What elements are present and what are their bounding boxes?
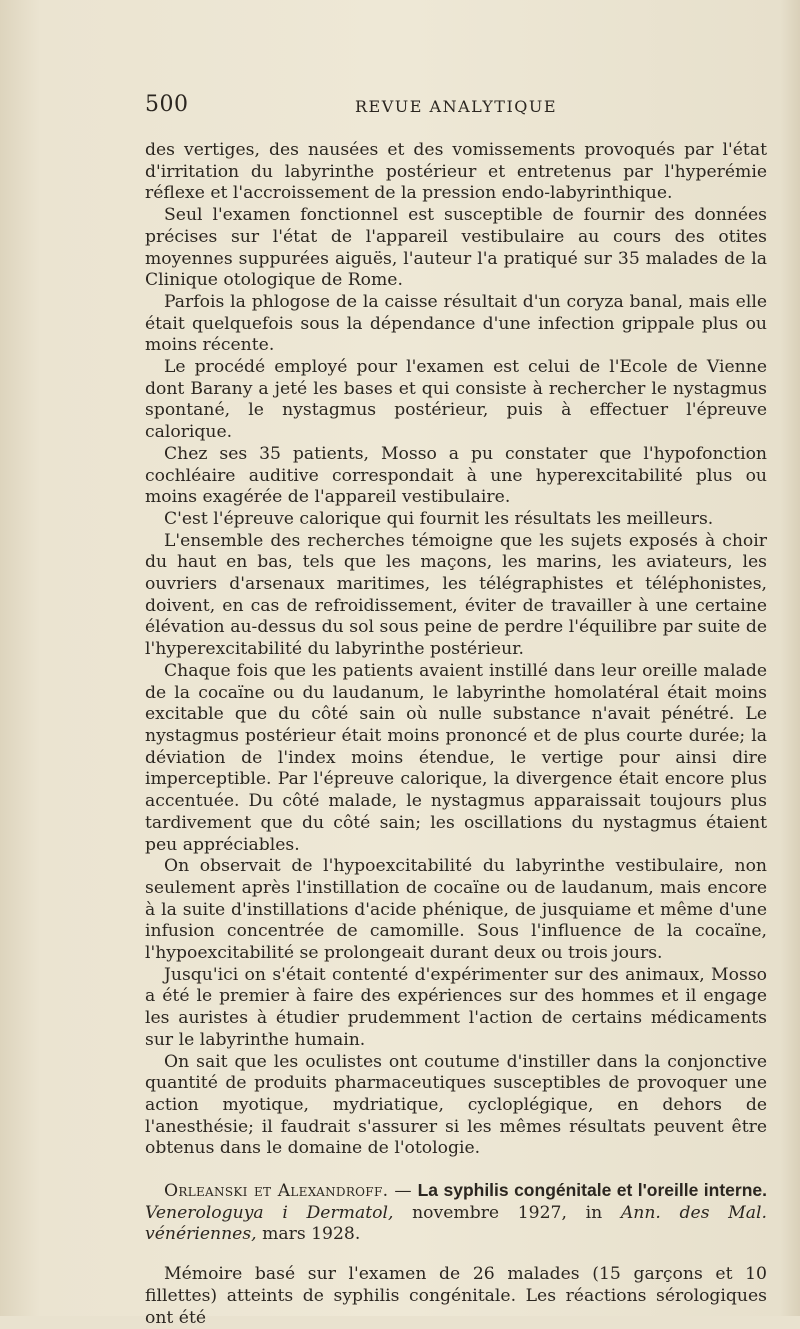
page-header: [145, 92, 765, 122]
reference-source: Ann. des Mal. vénériennes,: [145, 1202, 767, 1245]
paragraph: Mémoire basé sur l'examen de 26 malades (15 garçons et 10 fillettes) atteints de syphilis congénitale. Les réactions sérologiques ont été: [145, 1264, 767, 1328]
paragraph: C'est l'épreuve calorique qui fournit les résultats les meilleurs.: [164, 508, 714, 529]
reference-journal: Venerologuya i Dermatol,: [145, 1202, 394, 1223]
page-number: 500: [145, 92, 189, 117]
paragraph: On sait que les oculistes ont coutume d'instiller dans la conjonctive quantité de produits pharmaceutiques susceptibles de provoquer une action myotique, mydriatique, cycloplégique, en dehors de l'anesthésie; il faudrait s'assurer si les mêmes résultats peuvent être obtenus dans le domaine de l'otologie.: [145, 1051, 767, 1159]
paragraph: Chez ses 35 patients, Mosso a pu constater que l'hypofonction cochléaire auditive correspondait à une hyperexcitabilité plus ou moins exagérée de l'appareil vestibulaire.: [145, 443, 767, 508]
paragraph: Chaque fois que les patients avaient instillé dans leur oreille malade de la cocaïne ou du laudanum, le labyrinthe homolatéral était moins excitable que du côté sain où nulle substance n'avait pénétré. Le nystagmus postérieur était moins prononcé et de plus courte durée; la déviation de l'index moins étendue, le vertige pour ainsi dire imperceptible. Par l'épreuve calorique, la divergence était encore plus accentuée. Du côté malade, le nystagmus apparaissait toujours plus tardivement que du côté sain; les oscillations du nystagmus étaient peu appréciables.: [145, 660, 767, 855]
reference-authors: Orleanski et Alexandroff.: [164, 1181, 389, 1202]
bibliographic-reference: [145, 1180, 767, 1246]
reference-dash: —: [388, 1181, 412, 1202]
paragraph: Seul l'examen fonctionnel est susceptible de fournir des données précises sur l'état de l'appareil vestibulaire au cours des otites moyennes suppurées aiguës, l'auteur l'a pratiqué sur 35 malades de la Clinique otologique de Rome.: [145, 205, 767, 291]
article-body: [145, 140, 767, 1329]
reference-issue: mars 1928.: [256, 1224, 361, 1245]
paragraph: L'ensemble des recherches témoigne que les sujets exposés à choir du haut en bas, tels que les maçons, les marins, les aviateurs, les ouvriers d'arsenaux maritimes, les télégraphistes et téléphonistes, doivent, en cas de refroidissement, éviter de travailler à une certaine élévation au-dessus du sol sous peine de perdre l'équilibre par suite de l'hyperexcitabilité du labyrinthe postérieur.: [145, 530, 767, 660]
paragraph: Jusqu'ici on s'était contenté d'expérimenter sur des animaux, Mosso a été le premier à faire des expériences sur des hommes et il engage les auristes à étudier prudemment l'action de certains médicaments sur le labyrinthe humain.: [145, 964, 767, 1050]
paragraph: Le procédé employé pour l'examen est celui de l'Ecole de Vienne dont Barany a jeté les bases et qui consiste à rechercher le nystagmus spontané, le nystagmus postérieur, puis à effectuer l'épreuve calorique.: [145, 357, 767, 443]
reference-title: La syphilis congénitale et l'oreille interne.: [417, 1180, 767, 1201]
running-title: REVUE ANALYTIQUE: [355, 97, 558, 116]
paragraph: Parfois la phlogose de la caisse résultait d'un coryza banal, mais elle était quelquefois sous la dépendance d'une infection grippale plus ou moins récente.: [145, 291, 767, 356]
reference-date: novembre 1927, in: [393, 1202, 621, 1223]
paragraph: On observait de l'hypoexcitabilité du labyrinthe vestibulaire, non seulement après l'instillation de cocaïne ou de laudanum, mais encore à la suite d'instillations d'acide phénique, de jusquiame et même d'une infusion concentrée de camomille. Sous l'influence de la cocaïne, l'hypoexcitabilité se prolongeait durant deux ou trois jours.: [145, 856, 767, 964]
paragraph: des vertiges, des nausées et des vomissements provoqués par l'état d'irritation du labyrinthe postérieur et entretenus par l'hyperémie réflexe et l'accroissement de la pression endo-labyrinthique.: [145, 140, 767, 204]
